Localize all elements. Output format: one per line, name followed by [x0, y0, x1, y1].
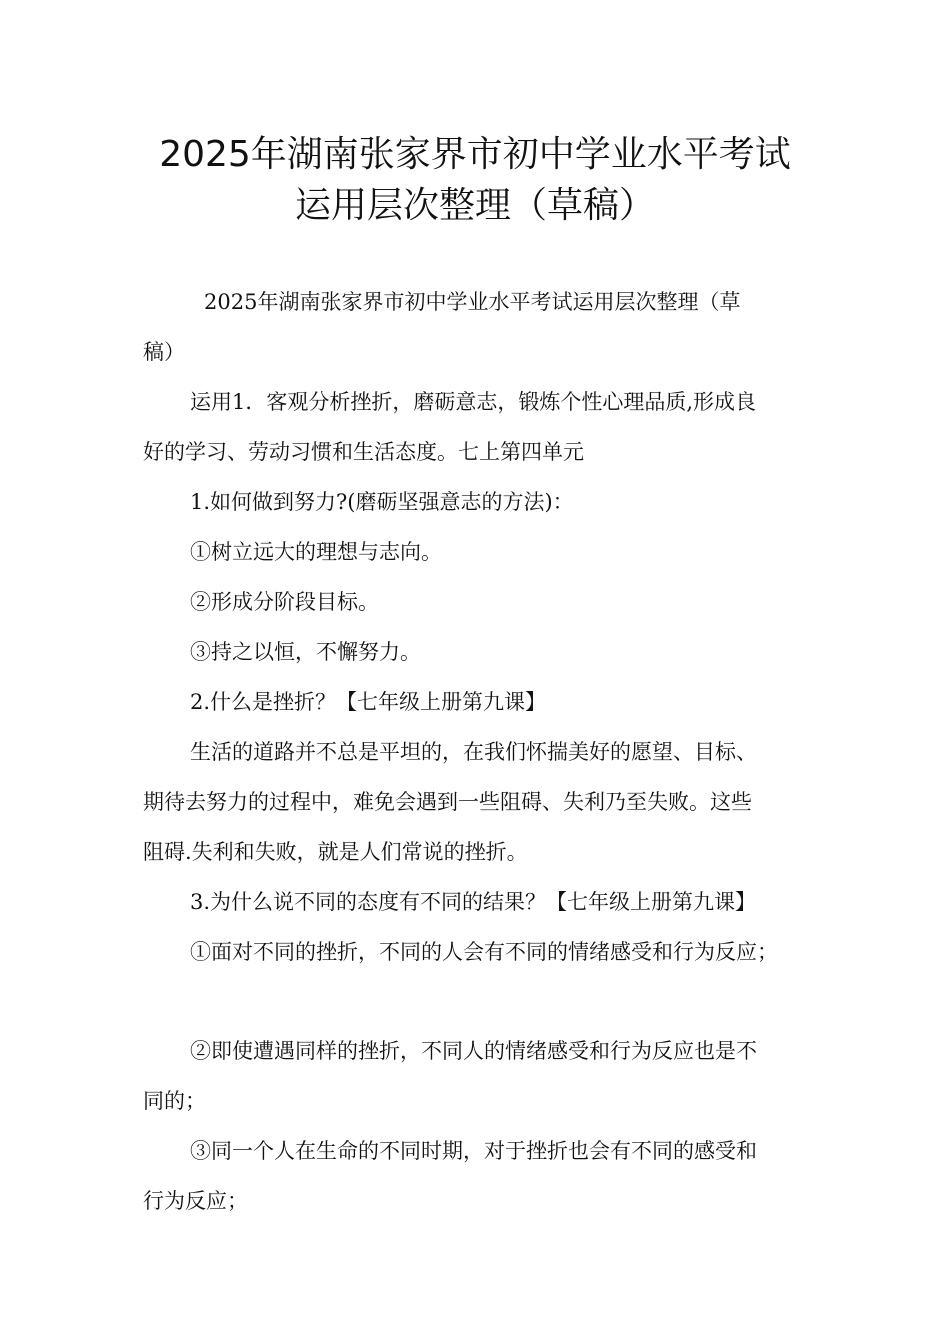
document-title-line-2: 运用层次整理（草稿）	[294, 185, 655, 226]
question-1-answer-3: ③持之以恒，不懈努力。	[190, 640, 421, 664]
question-3-answer-2-line-1: ②即使遭遇同样的挫折，不同人的情绪感受和行为反应也是不	[190, 1039, 757, 1063]
question-2-answer-line-2: 期待去努力的过程中，难免会遇到一些阻碍、失利乃至失败。这些	[143, 790, 752, 814]
question-1: 1.如何做到努力?(磨砺坚强意志的方法)：	[190, 490, 574, 514]
question-2-answer-line-3: 阻碍.失利和失败，就是人们常说的挫折。	[143, 840, 528, 864]
question-3-answer-3-line-1: ③同一个人在生命的不同时期，对于挫折也会有不同的感受和	[190, 1139, 757, 1163]
question-2-answer-line-1: 生活的道路并不总是平坦的，在我们怀揣美好的愿望、目标、	[190, 740, 757, 764]
question-2: 2.什么是挫折？【七年级上册第九课】	[190, 690, 547, 714]
question-3-answer-2-line-2: 同的；	[143, 1089, 206, 1113]
document-title-line-1: 2025年湖南张家界市初中学业水平考试	[159, 134, 791, 175]
question-1-answer-1: ①树立远大的理想与志向。	[190, 540, 442, 564]
usage-1-line-1: 运用1．客观分析挫折，磨砺意志，锻炼个性心理品质,形成良	[190, 390, 757, 414]
intro-line-1: 2025年湖南张家界市初中学业水平考试运用层次整理（草	[204, 290, 741, 314]
intro-line-2: 稿）	[143, 340, 185, 364]
usage-1-line-2: 好的学习、劳动习惯和生活态度。七上第四单元	[143, 440, 584, 464]
question-3-answer-3-line-2: 行为反应；	[143, 1189, 248, 1213]
question-3-answer-1: ①面对不同的挫折，不同的人会有不同的情绪感受和行为反应；	[190, 940, 778, 964]
question-3: 3.为什么说不同的态度有不同的结果？【七年级上册第九课】	[190, 890, 757, 914]
question-1-answer-2: ②形成分阶段目标。	[190, 590, 379, 614]
